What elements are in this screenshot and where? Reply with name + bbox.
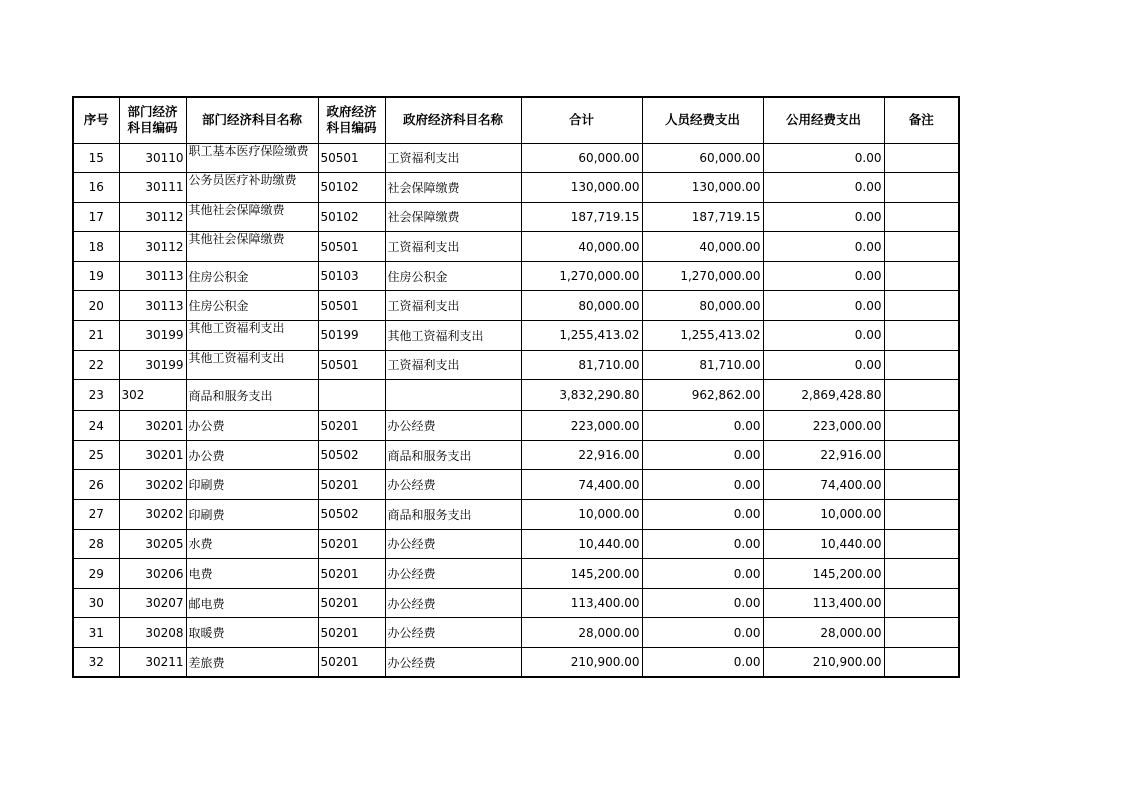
cell-dept-name: 住房公积金	[186, 291, 318, 321]
cell-dept-code: 30113	[119, 261, 186, 291]
cell-gov-name: 工资福利支出	[385, 291, 521, 321]
cell-total: 22,916.00	[521, 440, 642, 470]
cell-public: 0.00	[763, 232, 884, 262]
cell-seq: 23	[73, 380, 119, 411]
cell-dept-code: 30112	[119, 232, 186, 262]
cell-personnel: 0.00	[642, 411, 763, 441]
cell-gov-name: 办公经费	[385, 411, 521, 441]
cell-public: 113,400.00	[763, 588, 884, 618]
cell-remark	[884, 143, 959, 173]
cell-remark	[884, 380, 959, 411]
cell-remark	[884, 411, 959, 441]
cell-dept-code: 30211	[119, 648, 186, 678]
cell-dept-name: 职工基本医疗保险缴费	[186, 143, 318, 173]
cell-public: 0.00	[763, 173, 884, 203]
cell-remark	[884, 261, 959, 291]
cell-remark	[884, 232, 959, 262]
cell-dept-name: 邮电费	[186, 588, 318, 618]
cell-dept-name: 印刷费	[186, 500, 318, 530]
cell-seq: 28	[73, 529, 119, 559]
cell-gov-name: 办公经费	[385, 559, 521, 589]
cell-gov-name: 办公经费	[385, 470, 521, 500]
cell-gov-code	[318, 380, 385, 411]
cell-total: 223,000.00	[521, 411, 642, 441]
cell-total: 40,000.00	[521, 232, 642, 262]
cell-dept-name: 商品和服务支出	[186, 380, 318, 411]
cell-gov-code: 50502	[318, 500, 385, 530]
cell-gov-name: 工资福利支出	[385, 143, 521, 173]
cell-total: 113,400.00	[521, 588, 642, 618]
table-row	[73, 291, 959, 321]
cell-public: 145,200.00	[763, 559, 884, 589]
table-row	[73, 411, 959, 441]
cell-personnel: 0.00	[642, 529, 763, 559]
cell-personnel: 1,255,413.02	[642, 321, 763, 351]
cell-public: 22,916.00	[763, 440, 884, 470]
cell-gov-code: 50201	[318, 529, 385, 559]
cell-gov-code: 50502	[318, 440, 385, 470]
cell-total: 145,200.00	[521, 559, 642, 589]
cell-public: 10,440.00	[763, 529, 884, 559]
cell-dept-code: 30111	[119, 173, 186, 203]
cell-total: 1,255,413.02	[521, 321, 642, 351]
cell-gov-name: 工资福利支出	[385, 350, 521, 380]
cell-remark	[884, 173, 959, 203]
cell-gov-code: 50201	[318, 411, 385, 441]
header-seq: 序号	[73, 97, 119, 143]
cell-seq: 17	[73, 202, 119, 232]
cell-personnel: 0.00	[642, 470, 763, 500]
cell-seq: 31	[73, 618, 119, 648]
cell-dept-name: 其他工资福利支出	[186, 350, 318, 380]
cell-dept-code: 30208	[119, 618, 186, 648]
table-row	[73, 529, 959, 559]
header-gov-name: 政府经济科目名称	[385, 97, 521, 143]
table-row	[73, 321, 959, 351]
cell-personnel: 81,710.00	[642, 350, 763, 380]
cell-personnel: 0.00	[642, 500, 763, 530]
cell-seq: 21	[73, 321, 119, 351]
cell-dept-code: 302	[119, 380, 186, 411]
cell-dept-code: 30205	[119, 529, 186, 559]
header-personnel: 人员经费支出	[642, 97, 763, 143]
cell-dept-name: 公务员医疗补助缴费	[186, 173, 318, 203]
cell-remark	[884, 321, 959, 351]
cell-gov-name: 其他工资福利支出	[385, 321, 521, 351]
cell-gov-code: 50501	[318, 143, 385, 173]
cell-remark	[884, 500, 959, 530]
cell-public: 74,400.00	[763, 470, 884, 500]
cell-dept-code: 30112	[119, 202, 186, 232]
cell-dept-code: 30201	[119, 411, 186, 441]
table-row	[73, 380, 959, 411]
cell-public: 10,000.00	[763, 500, 884, 530]
cell-public: 28,000.00	[763, 618, 884, 648]
cell-dept-code: 30207	[119, 588, 186, 618]
cell-dept-code: 30206	[119, 559, 186, 589]
table-row	[73, 648, 959, 678]
cell-gov-code: 50199	[318, 321, 385, 351]
cell-seq: 18	[73, 232, 119, 262]
table-row	[73, 173, 959, 203]
cell-remark	[884, 529, 959, 559]
cell-seq: 32	[73, 648, 119, 678]
header-total: 合计	[521, 97, 642, 143]
cell-remark	[884, 470, 959, 500]
cell-seq: 25	[73, 440, 119, 470]
cell-gov-name: 社会保障缴费	[385, 173, 521, 203]
cell-gov-code: 50103	[318, 261, 385, 291]
cell-seq: 16	[73, 173, 119, 203]
cell-dept-code: 30199	[119, 321, 186, 351]
header-gov-code: 政府经济科目编码	[318, 97, 385, 143]
cell-seq: 30	[73, 588, 119, 618]
cell-dept-name: 其他社会保障缴费	[186, 202, 318, 232]
cell-total: 10,440.00	[521, 529, 642, 559]
cell-public: 2,869,428.80	[763, 380, 884, 411]
cell-gov-code: 50501	[318, 350, 385, 380]
cell-gov-code: 50102	[318, 202, 385, 232]
table-row	[73, 500, 959, 530]
cell-public: 0.00	[763, 350, 884, 380]
cell-remark	[884, 618, 959, 648]
cell-gov-code: 50501	[318, 232, 385, 262]
cell-remark	[884, 648, 959, 678]
table-row	[73, 143, 959, 173]
header-remark: 备注	[884, 97, 959, 143]
cell-gov-code: 50201	[318, 559, 385, 589]
cell-seq: 19	[73, 261, 119, 291]
cell-seq: 20	[73, 291, 119, 321]
cell-public: 223,000.00	[763, 411, 884, 441]
cell-public: 210,900.00	[763, 648, 884, 678]
cell-personnel: 962,862.00	[642, 380, 763, 411]
cell-personnel: 60,000.00	[642, 143, 763, 173]
table-row	[73, 470, 959, 500]
cell-dept-name: 印刷费	[186, 470, 318, 500]
cell-gov-name: 办公经费	[385, 588, 521, 618]
cell-total: 1,270,000.00	[521, 261, 642, 291]
cell-personnel: 0.00	[642, 559, 763, 589]
cell-seq: 22	[73, 350, 119, 380]
cell-total: 187,719.15	[521, 202, 642, 232]
cell-personnel: 0.00	[642, 440, 763, 470]
cell-gov-code: 50501	[318, 291, 385, 321]
cell-remark	[884, 559, 959, 589]
cell-remark	[884, 440, 959, 470]
expenditure-table	[72, 96, 960, 678]
header-public: 公用经费支出	[763, 97, 884, 143]
cell-dept-name: 住房公积金	[186, 261, 318, 291]
table-row	[73, 350, 959, 380]
cell-gov-code: 50201	[318, 470, 385, 500]
cell-gov-name: 办公经费	[385, 529, 521, 559]
cell-personnel: 0.00	[642, 648, 763, 678]
cell-gov-name: 办公经费	[385, 648, 521, 678]
cell-personnel: 0.00	[642, 588, 763, 618]
cell-total: 80,000.00	[521, 291, 642, 321]
cell-seq: 27	[73, 500, 119, 530]
cell-personnel: 40,000.00	[642, 232, 763, 262]
cell-gov-name: 商品和服务支出	[385, 440, 521, 470]
cell-total: 130,000.00	[521, 173, 642, 203]
cell-gov-code: 50201	[318, 618, 385, 648]
cell-dept-name: 其他社会保障缴费	[186, 232, 318, 262]
cell-dept-name: 取暖费	[186, 618, 318, 648]
cell-gov-code: 50201	[318, 648, 385, 678]
cell-total: 210,900.00	[521, 648, 642, 678]
cell-remark	[884, 588, 959, 618]
cell-dept-code: 30202	[119, 470, 186, 500]
cell-public: 0.00	[763, 143, 884, 173]
cell-personnel: 80,000.00	[642, 291, 763, 321]
cell-personnel: 187,719.15	[642, 202, 763, 232]
cell-dept-name: 办公费	[186, 411, 318, 441]
table-row	[73, 618, 959, 648]
cell-total: 3,832,290.80	[521, 380, 642, 411]
cell-gov-name: 住房公积金	[385, 261, 521, 291]
table-row	[73, 559, 959, 589]
cell-gov-name	[385, 380, 521, 411]
cell-public: 0.00	[763, 321, 884, 351]
cell-dept-name: 差旅费	[186, 648, 318, 678]
cell-dept-name: 其他工资福利支出	[186, 321, 318, 351]
cell-total: 74,400.00	[521, 470, 642, 500]
table-row	[73, 440, 959, 470]
cell-total: 10,000.00	[521, 500, 642, 530]
cell-dept-code: 30110	[119, 143, 186, 173]
cell-seq: 29	[73, 559, 119, 589]
table-row	[73, 261, 959, 291]
cell-dept-code: 30201	[119, 440, 186, 470]
cell-gov-name: 社会保障缴费	[385, 202, 521, 232]
cell-gov-name: 办公经费	[385, 618, 521, 648]
cell-gov-name: 商品和服务支出	[385, 500, 521, 530]
cell-personnel: 130,000.00	[642, 173, 763, 203]
cell-seq: 15	[73, 143, 119, 173]
cell-dept-code: 30113	[119, 291, 186, 321]
cell-remark	[884, 350, 959, 380]
cell-public: 0.00	[763, 261, 884, 291]
cell-dept-code: 30202	[119, 500, 186, 530]
cell-dept-name: 水费	[186, 529, 318, 559]
cell-gov-code: 50201	[318, 588, 385, 618]
cell-personnel: 0.00	[642, 618, 763, 648]
table-header-row	[73, 97, 959, 143]
header-dept-code: 部门经济科目编码	[119, 97, 186, 143]
table-row	[73, 588, 959, 618]
cell-gov-name: 工资福利支出	[385, 232, 521, 262]
cell-total: 28,000.00	[521, 618, 642, 648]
cell-dept-name: 电费	[186, 559, 318, 589]
cell-dept-name: 办公费	[186, 440, 318, 470]
cell-public: 0.00	[763, 202, 884, 232]
cell-seq: 24	[73, 411, 119, 441]
cell-remark	[884, 291, 959, 321]
table-row	[73, 232, 959, 262]
cell-public: 0.00	[763, 291, 884, 321]
header-dept-name: 部门经济科目名称	[186, 97, 318, 143]
cell-gov-code: 50102	[318, 173, 385, 203]
cell-dept-code: 30199	[119, 350, 186, 380]
cell-seq: 26	[73, 470, 119, 500]
table-row	[73, 202, 959, 232]
cell-total: 60,000.00	[521, 143, 642, 173]
cell-remark	[884, 202, 959, 232]
cell-total: 81,710.00	[521, 350, 642, 380]
cell-personnel: 1,270,000.00	[642, 261, 763, 291]
